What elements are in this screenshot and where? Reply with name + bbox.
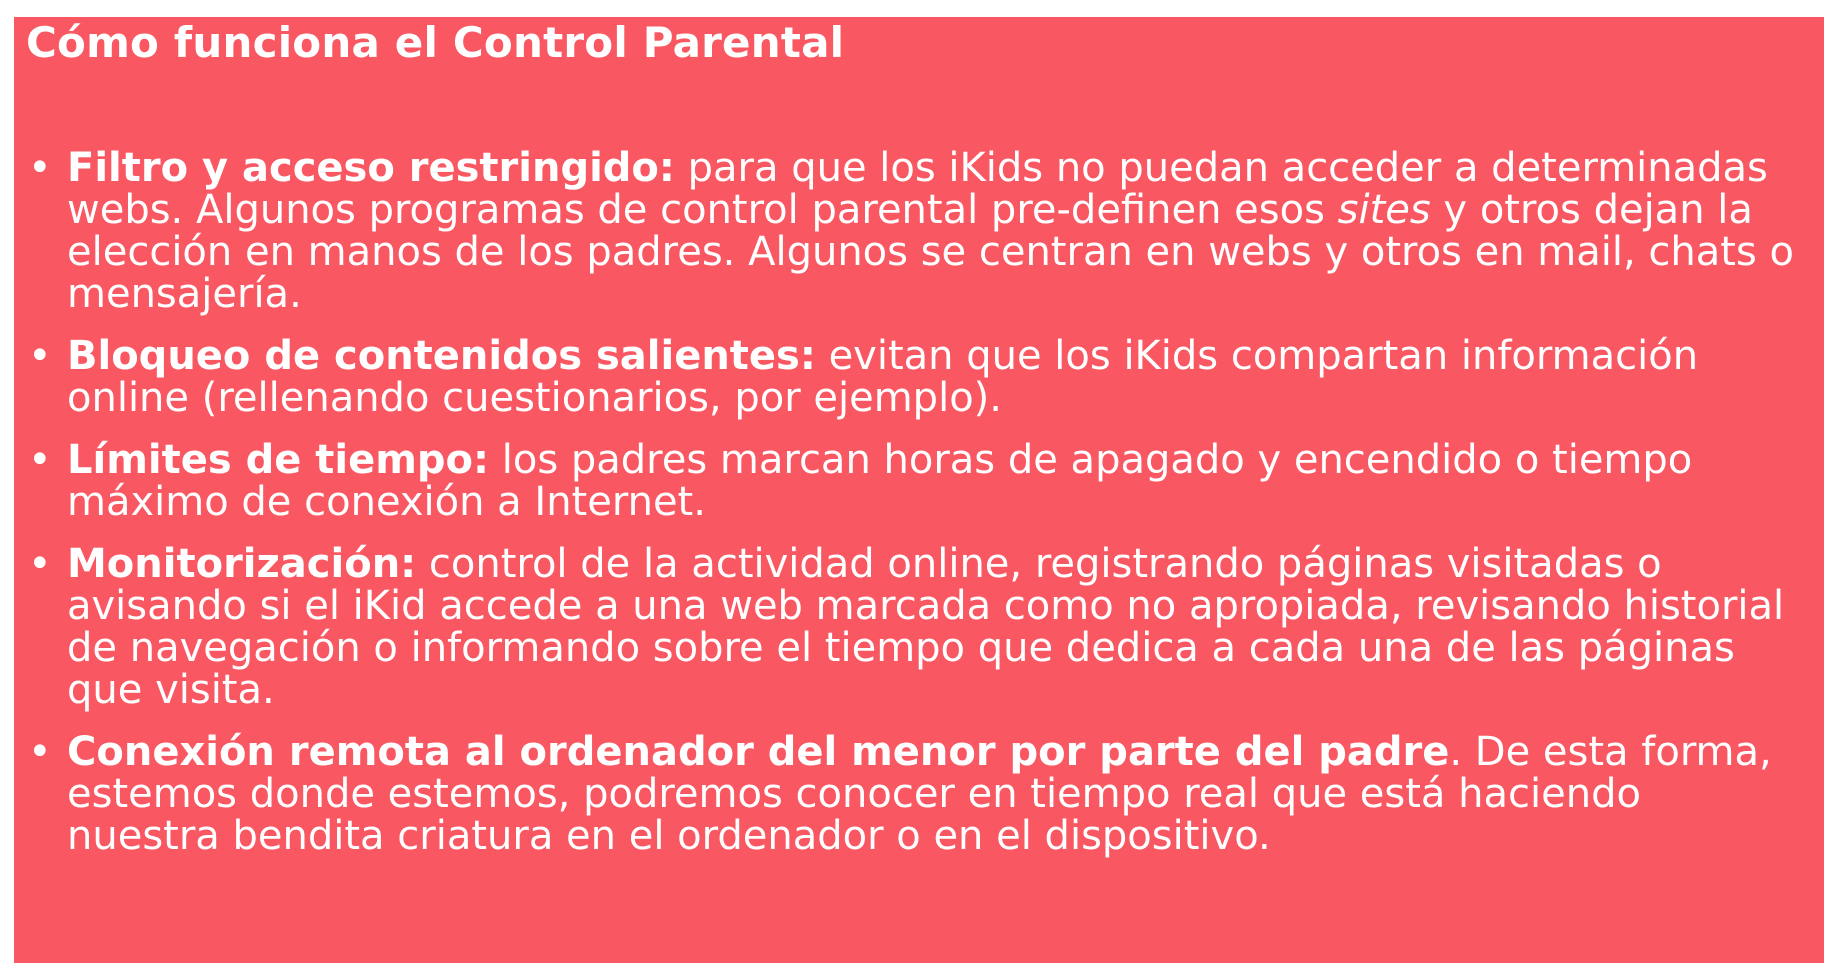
panel-title: Cómo funciona el Control Parental xyxy=(26,18,845,67)
bullet-dot-icon: • xyxy=(28,437,52,483)
bullet-item-limites xyxy=(14,439,1814,523)
bullet-item-filtro xyxy=(14,147,1814,315)
bullet-item-conexion-remota xyxy=(14,731,1814,857)
bullet-heading: Límites de tiempo: xyxy=(67,437,490,483)
bullet-dot-icon: • xyxy=(28,541,52,587)
bullet-heading: Monitorización: xyxy=(67,541,417,587)
bullet-list xyxy=(14,147,1814,877)
bullet-text: y otros dejan la elección en manos de los padres. Algunos se centran en webs y otros en mail, chats o mensajería. xyxy=(67,187,1794,317)
info-panel xyxy=(14,17,1824,963)
bullet-dot-icon: • xyxy=(28,145,52,191)
bullet-heading: Bloqueo de contenidos salientes: xyxy=(67,333,816,379)
bullet-text: control de la actividad online, registrando páginas visitadas o avisando si el iKid accede a una web marcada como no apropiada, revisando historial de navegación o informando sobre el tiempo que dedica a cada una de las páginas que visita. xyxy=(67,541,1785,713)
bullet-text: para que los iKids no puedan acceder a determinadas webs. Algunos programas de control parental pre-definen esos xyxy=(67,145,1768,233)
bullet-item-bloqueo xyxy=(14,335,1814,419)
bullet-heading: Conexión remota al ordenador del menor por parte del padre xyxy=(67,729,1450,775)
bullet-text: evitan que los iKids compartan información online (rellenando cuestionarios, por ejemplo). xyxy=(67,333,1699,421)
bullet-item-monitorizacion xyxy=(14,543,1814,711)
bullet-text: los padres marcan horas de apagado y encendido o tiempo máximo de conexión a Internet. xyxy=(67,437,1693,525)
bullet-heading: Filtro y acceso restringido: xyxy=(67,145,675,191)
bullet-dot-icon: • xyxy=(28,333,52,379)
bullet-emphasis: sites xyxy=(1337,187,1431,233)
bullet-dot-icon: • xyxy=(28,729,52,775)
bullet-text: . De esta forma, estemos donde estemos, podremos conocer en tiempo real que está haciendo nuestra bendita criatura en el ordenador o en el dispositivo. xyxy=(67,729,1772,859)
